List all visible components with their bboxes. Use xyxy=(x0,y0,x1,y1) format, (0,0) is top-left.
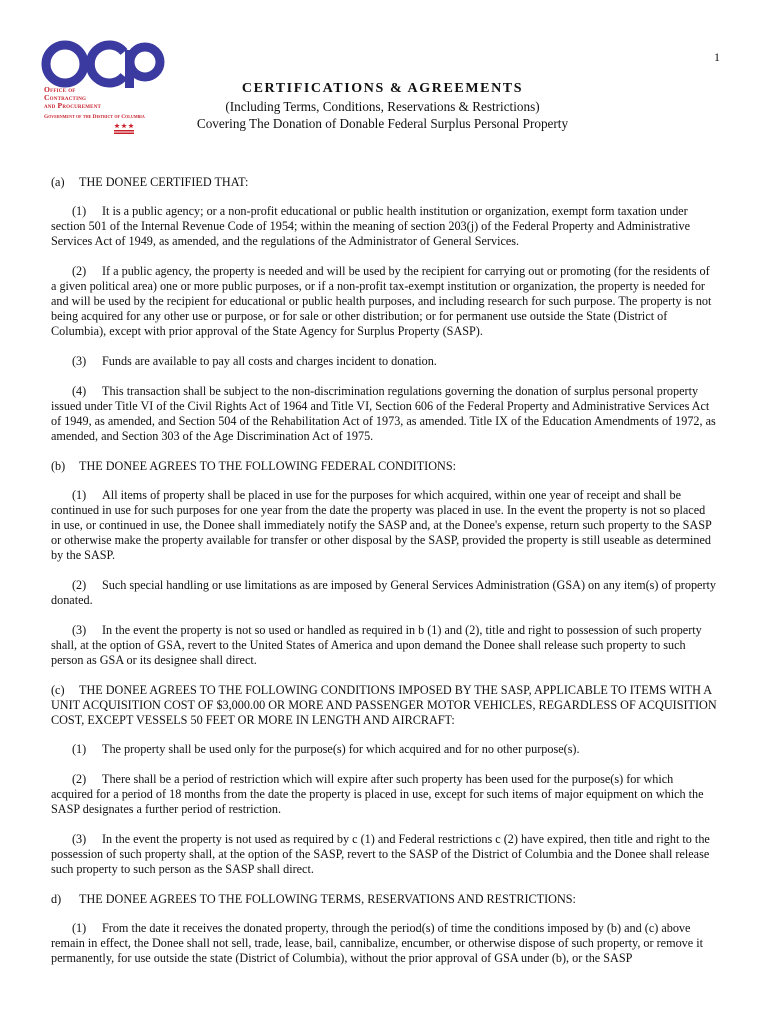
page-number: 1 xyxy=(714,50,720,64)
section-c-paragraph-3 xyxy=(51,832,717,877)
logo-line-1: Office of xyxy=(44,85,76,94)
paragraph-text: Funds are available to pay all costs and charges incident to donation. xyxy=(102,354,437,368)
section-heading-text: THE DONEE AGREES TO THE FOLLOWING TERMS, RESERVATIONS AND RESTRICTIONS: xyxy=(79,892,576,906)
section-a-paragraph-3 xyxy=(51,354,717,369)
section-c-heading xyxy=(51,683,717,728)
paragraph-number: (1) xyxy=(72,488,87,502)
document-header xyxy=(160,80,605,132)
paragraph-text: It is a public agency; or a non-profit educational or public health institution or organization, exempt form taxation under section 501 of the Internal Revenue Code of 1954; within the meaning of section 203(j) of the Federal Property and Administrative Services Act of 1949, as amended, and the regulations of the Administrator of General Services. xyxy=(51,204,691,248)
ocp-logo-mark xyxy=(38,40,168,88)
dc-flag-icon xyxy=(114,122,134,134)
section-d-heading xyxy=(51,892,717,907)
logo-line-2: Contracting xyxy=(44,93,87,102)
section-b-paragraph-2 xyxy=(51,578,717,608)
paragraph-number: (1) xyxy=(72,204,87,218)
document-title: CERTIFICATIONS & AGREEMENTS xyxy=(241,81,524,96)
section-b-paragraph-3 xyxy=(51,623,717,668)
paragraph-number: (1) xyxy=(72,742,87,756)
paragraph-text: In the event the property is not used as required by c (1) and Federal restrictions c (2) have expired, then title and right to the possession of such property shall, at the option of the SASP, revert to the SASP of the District of Columbia and the Donee shall release such property to such person as the SASP shall direct. xyxy=(51,832,710,876)
document-subtitle-2: Covering The Donation of Donable Federal Surplus Personal Property xyxy=(196,116,569,131)
section-a-heading xyxy=(51,175,717,190)
section-c-paragraph-1 xyxy=(51,742,717,757)
ocp-logo xyxy=(38,40,168,140)
section-heading-text: THE DONEE CERTIFIED THAT: xyxy=(79,175,249,189)
section-d-paragraph-1 xyxy=(51,921,717,966)
section-a-paragraph-2 xyxy=(51,264,717,339)
logo-line-3: and Procurement xyxy=(44,101,102,110)
paragraph-text: The property shall be used only for the purpose(s) for which acquired and for no other purpose(s). xyxy=(102,742,580,756)
section-heading-text: THE DONEE AGREES TO THE FOLLOWING FEDERAL CONDITIONS: xyxy=(79,459,457,473)
paragraph-text: In the event the property is not so used or handled as required in b (1) and (2), title and right to possession of such property shall, at the option of GSA, revert to the United States of America and upon demand the Donee shall release such property to such person as GSA or its designee shall direct. xyxy=(51,623,702,667)
section-b-paragraph-1 xyxy=(51,488,717,563)
section-c-paragraph-2 xyxy=(51,772,717,817)
paragraph-number: (2) xyxy=(72,578,87,592)
paragraph-text: From the date it receives the donated property, through the period(s) of time the conditions imposed by (b) and (c) above remain in effect, the Donee shall not sell, trade, lease, bail, cannibalize, encumber, or otherwise dispose of such property, or remove it permanently, for use outside the state (District of Columbia), without the prior approval of GSA under (b), or the SASP xyxy=(51,921,703,965)
section-heading-text: THE DONEE AGREES TO THE FOLLOWING CONDITIONS IMPOSED BY THE SASP, APPLICABLE TO ITEMS WITH A UNIT ACQUISITION COST OF $3,000.00 OR MORE AND PASSENGER MOTOR VEHICLES, REGARDLESS OF ACQUISITION COST, EXCEPT VESSELS 50 FEET OR MORE IN LENGTH AND AIRCRAFT: xyxy=(51,683,717,727)
section-letter: (a) xyxy=(51,175,65,189)
ocp-logo-wordmark xyxy=(44,86,168,110)
section-letter: (b) xyxy=(51,459,66,473)
document-subtitle-1: (Including Terms, Conditions, Reservations & Restrictions) xyxy=(225,99,540,114)
document-body xyxy=(51,175,717,981)
paragraph-text: This transaction shall be subject to the non-discrimination regulations governing the donation of surplus personal property issued under Title VI of the Civil Rights Act of 1964 and Title VI, Section 606 of the Federal Property and Administrative Services Act of 1949, as amended, and Section 504 of the Rehabilitation Act of 1973, as amended. Title IX of the Education Amendments of 1972, as amended, and Section 303 of the Age Discrimination Act of 1975. xyxy=(51,384,716,443)
section-letter: (c) xyxy=(51,683,65,697)
section-b-heading xyxy=(51,459,717,474)
paragraph-number: (1) xyxy=(72,921,87,935)
paragraph-number: (3) xyxy=(72,623,87,637)
paragraph-text: There shall be a period of restriction which will expire after such property has been used for the purpose(s) for which acquired for a period of 18 months from the date the property is placed in use, except for such items of major equipment on which the SASP designates a further period of restriction. xyxy=(51,772,704,816)
section-a-paragraph-4 xyxy=(51,384,717,444)
paragraph-text: All items of property shall be placed in use for the purposes for which acquired, within one year of receipt and shall be continued in use for such purposes for one year from the date the property was placed in use. In the event the property is not so placed in use, or continued in use, the Donee shall immediately notify the SASP and, at the Donee's expense, return such property to the SASP or otherwise make the property available for transfer or other disposal by the SASP, provided the property is still useable as determined by the SASP. xyxy=(51,488,712,562)
section-a-paragraph-1 xyxy=(51,204,717,249)
paragraph-text: Such special handling or use limitations as are imposed by General Services Administration (GSA) on any item(s) of property donated. xyxy=(51,578,716,607)
paragraph-number: (2) xyxy=(72,772,87,786)
paragraph-number: (4) xyxy=(72,384,87,398)
logo-government-line: Government of the District of Columbia xyxy=(44,114,145,120)
paragraph-number: (3) xyxy=(72,354,87,368)
paragraph-text: If a public agency, the property is needed and will be used by the recipient for carrying out or promoting (for the residents of a given political area) one or more public purposes, or if a non-profit tax-exempt institution or organization, the property is needed for and will be used by the recipient for educational or public health purposes, and including research for such purpose. The property is not being acquired for any other use or purpose, or for sale or other distribution; or for permanent use outside the State (District of Columbia), except with prior approval of the State Agency for Surplus Property (SASP). xyxy=(51,264,712,338)
paragraph-number: (2) xyxy=(72,264,87,278)
section-letter: d) xyxy=(51,892,62,906)
paragraph-number: (3) xyxy=(72,832,87,846)
